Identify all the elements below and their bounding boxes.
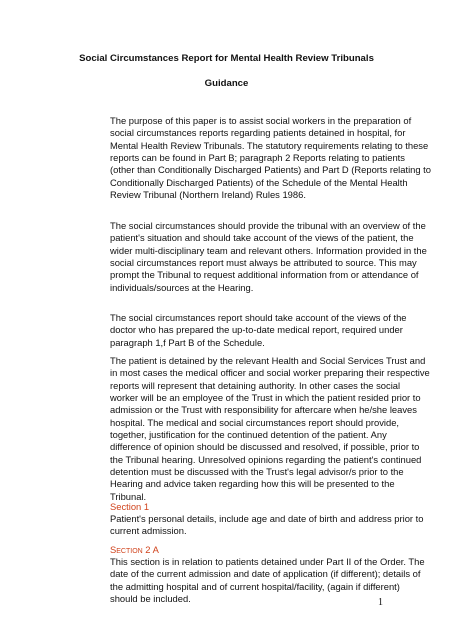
text-line: The social circumstances should provide the tribunal with an overview of the bbox=[110, 220, 426, 231]
text-line: The social circumstances report should take account of the views of the bbox=[110, 312, 407, 323]
text-line: This section is in relation to patients detained under Part II of the Order. The bbox=[110, 556, 425, 567]
text-line: prompt the Tribunal to request additional information from or attendance of bbox=[110, 269, 419, 281]
text-line: detention must be discussed with the Trust's legal advisor/s prior to the bbox=[110, 466, 404, 478]
text-line: Conditionally Discharged Patients) of the Schedule of the Mental Health bbox=[110, 176, 408, 188]
text-line: The patient is detained by the relevant Health and Social Services Trust and bbox=[110, 355, 426, 366]
text-line: The purpose of this paper is to assist social workers in the preparation of bbox=[110, 115, 412, 126]
section-2a-body bbox=[110, 556, 425, 605]
text-line: the admitting hospital and of current hospital/facility, (again if different) bbox=[110, 580, 400, 592]
text-line: current admission. bbox=[110, 525, 187, 537]
section-1-heading: Section 1 bbox=[110, 501, 150, 512]
text-line: should be included. bbox=[110, 593, 191, 605]
paragraph-detention bbox=[110, 355, 430, 503]
text-line: (other than Conditionally Discharged Patients) and Part D (Reports relating to bbox=[110, 164, 431, 176]
text-line: the Tribunal hearing. Unresolved opinions regarding the patient's continued bbox=[110, 453, 422, 465]
paragraph-doctor-views bbox=[110, 312, 410, 349]
text-line: in most cases the medical officer and social worker preparing their respective bbox=[110, 367, 430, 379]
page-number: 1 bbox=[378, 597, 383, 608]
text-line: doctor who has prepared the up-to-date medical report, required under bbox=[110, 324, 403, 336]
section-2a-heading: Section 2 A bbox=[110, 544, 159, 555]
text-line: Mental Health Review Tribunals. The statutory requirements relating to these bbox=[110, 139, 429, 151]
text-line: social circumstances report must always be attributed to source. This may bbox=[110, 257, 417, 269]
document-title: Social Circumstances Report for Mental Health Review Tribunals bbox=[79, 53, 374, 64]
text-line: reports can be found in Part B; paragraph 2 Reports relating to patients bbox=[110, 152, 405, 164]
text-line: worker will be an employee of the Trust in which the patient resided prior to bbox=[110, 392, 421, 404]
text-line: date of the current admission and date of application (if different); details of bbox=[110, 568, 421, 580]
section-1-body bbox=[110, 513, 424, 538]
text-line: difference of opinion should be discussed and resolved, if possible, prior to bbox=[110, 441, 420, 453]
text-line: Patient's personal details, include age and date of birth and address prior to bbox=[110, 513, 424, 524]
text-line: wider multi-disciplinary team and relevant others. Information provided in the bbox=[110, 244, 427, 256]
text-line: together, justification for the continued detention of the patient. Any bbox=[110, 429, 387, 441]
text-line: Tribunal. bbox=[110, 490, 147, 502]
text-line: individuals/sources at the Hearing. bbox=[110, 281, 254, 293]
paragraph-overview bbox=[110, 220, 427, 294]
text-line: reports will represent that detaining authority. In other cases the social bbox=[110, 379, 401, 391]
text-line: hospital. The medical and social circumstances report should provide, bbox=[110, 416, 400, 428]
text-line: Hearing and advice taken regarding how this will be presented to the bbox=[110, 478, 395, 490]
paragraph-purpose bbox=[110, 115, 431, 201]
document-subtitle: Guidance bbox=[204, 78, 249, 89]
text-line: patient's situation and should take account of the views of the patient, the bbox=[110, 232, 414, 244]
text-line: social circumstances reports regarding patients detained in hospital, for bbox=[110, 127, 406, 139]
text-line: admission or the Trust with responsibility for aftercare when he/she leaves bbox=[110, 404, 417, 416]
text-line: paragraph 1,f Part B of the Schedule. bbox=[110, 336, 265, 348]
text-line: Review Tribunal (Northern Ireland) Rules 1986. bbox=[110, 189, 306, 201]
